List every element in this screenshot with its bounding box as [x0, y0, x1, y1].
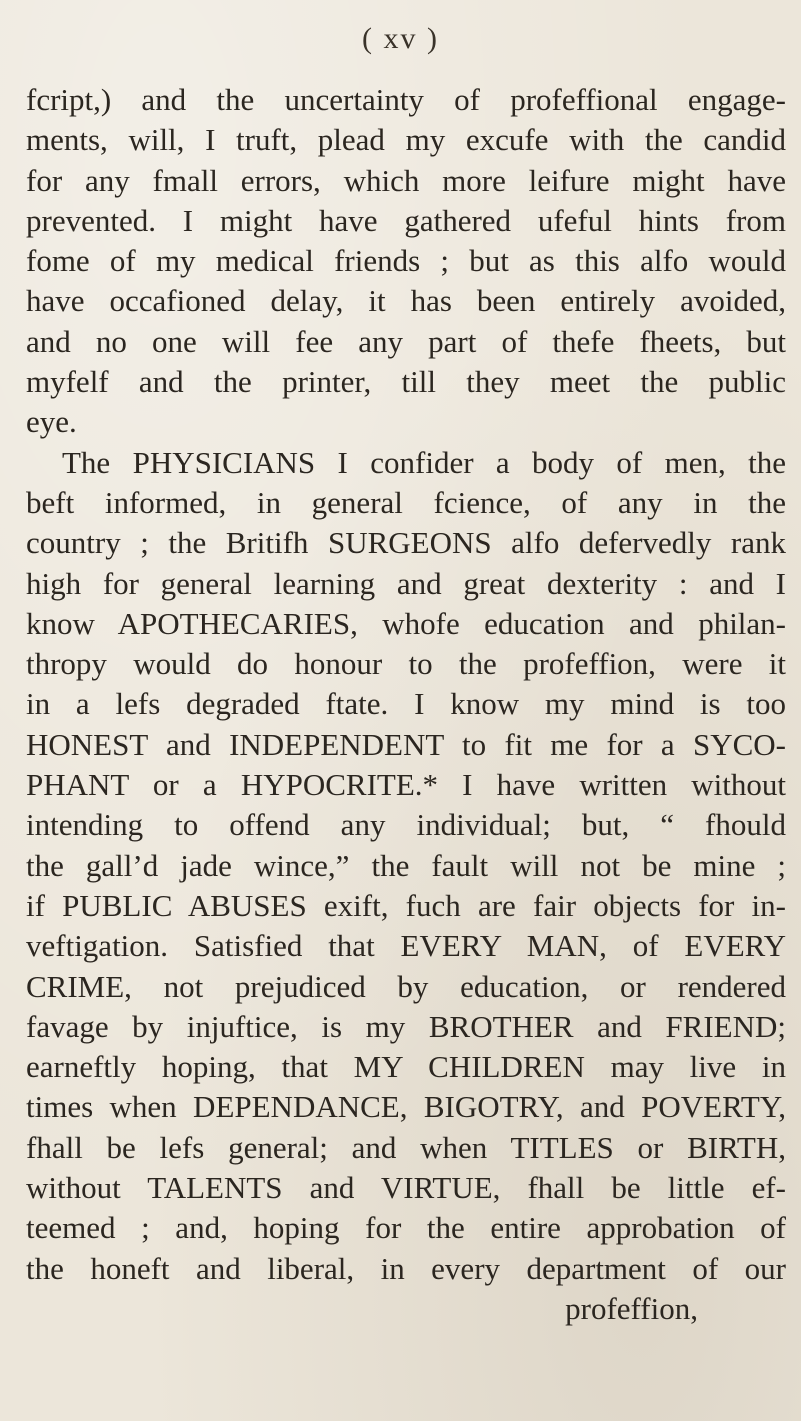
- text-line: without TALENTS and VIRTUE, fhall be little ef-: [26, 1170, 786, 1206]
- text-line: favage by injuftice, is my BROTHER and FRIEND;: [26, 1008, 786, 1044]
- text-line: veftigation. Satisfied that EVERY MAN, of EVERY: [26, 928, 786, 964]
- text-line: eye.: [26, 404, 77, 440]
- page-folio: ( xv ): [362, 22, 439, 55]
- text-line: PHANT or a HYPOCRITE.* I have written without: [26, 767, 786, 803]
- text-line: for any fmall errors, which more leifure might have: [26, 162, 786, 198]
- text-line: earneftly hoping, that MY CHILDREN may live in: [26, 1049, 786, 1085]
- text-line: intending to offend any individual; but, “ fhould: [26, 807, 786, 843]
- paragraph-start-line: The PHYSICIANS I confider a body of men, the: [62, 444, 786, 480]
- text-line: CRIME, not prejudiced by education, or rendered: [26, 968, 786, 1004]
- text-line: in a lefs degraded ftate. I know my mind is too: [26, 686, 786, 722]
- text-line: beft informed, in general fcience, of any in the: [26, 484, 786, 520]
- catchword-line: profeffion,: [565, 1290, 698, 1326]
- text-line: ments, will, I truft, plead my excufe with the candid: [26, 122, 786, 158]
- text-line: thropy would do honour to the profeffion, were it: [26, 646, 786, 682]
- page-body-text: [26, 80, 786, 1329]
- text-line: teemed ; and, hoping for the entire approbation of: [26, 1210, 786, 1246]
- text-line: prevented. I might have gathered ufeful hints from: [26, 202, 786, 238]
- text-line: the gall’d jade wince,” the fault will not be mine ;: [26, 847, 786, 883]
- text-line: high for general learning and great dexterity : and I: [26, 565, 786, 601]
- text-line: if PUBLIC ABUSES exift, fuch are fair objects for in-: [26, 887, 786, 923]
- text-line: times when DEPENDANCE, BIGOTRY, and POVERTY,: [26, 1089, 786, 1125]
- text-line: have occafioned delay, it has been entirely avoided,: [26, 283, 786, 319]
- text-line: myfelf and the printer, till they meet the public: [26, 364, 786, 400]
- text-line: and no one will fee any part of thefe fheets, but: [26, 323, 786, 359]
- text-line: country ; the Britifh SURGEONS alfo defervedly rank: [26, 525, 786, 561]
- text-line: the honeft and liberal, in every department of our: [26, 1250, 786, 1286]
- text-line: fcript,) and the uncertainty of profeffional engage-: [26, 82, 786, 117]
- text-line: fhall be lefs general; and when TITLES or BIRTH,: [26, 1129, 786, 1165]
- text-line: know APOTHECARIES, whofe education and philan-: [26, 605, 786, 641]
- text-line: HONEST and INDEPENDENT to fit me for a SYCO-: [26, 726, 786, 762]
- text-line: fome of my medical friends ; but as this alfo would: [26, 243, 786, 279]
